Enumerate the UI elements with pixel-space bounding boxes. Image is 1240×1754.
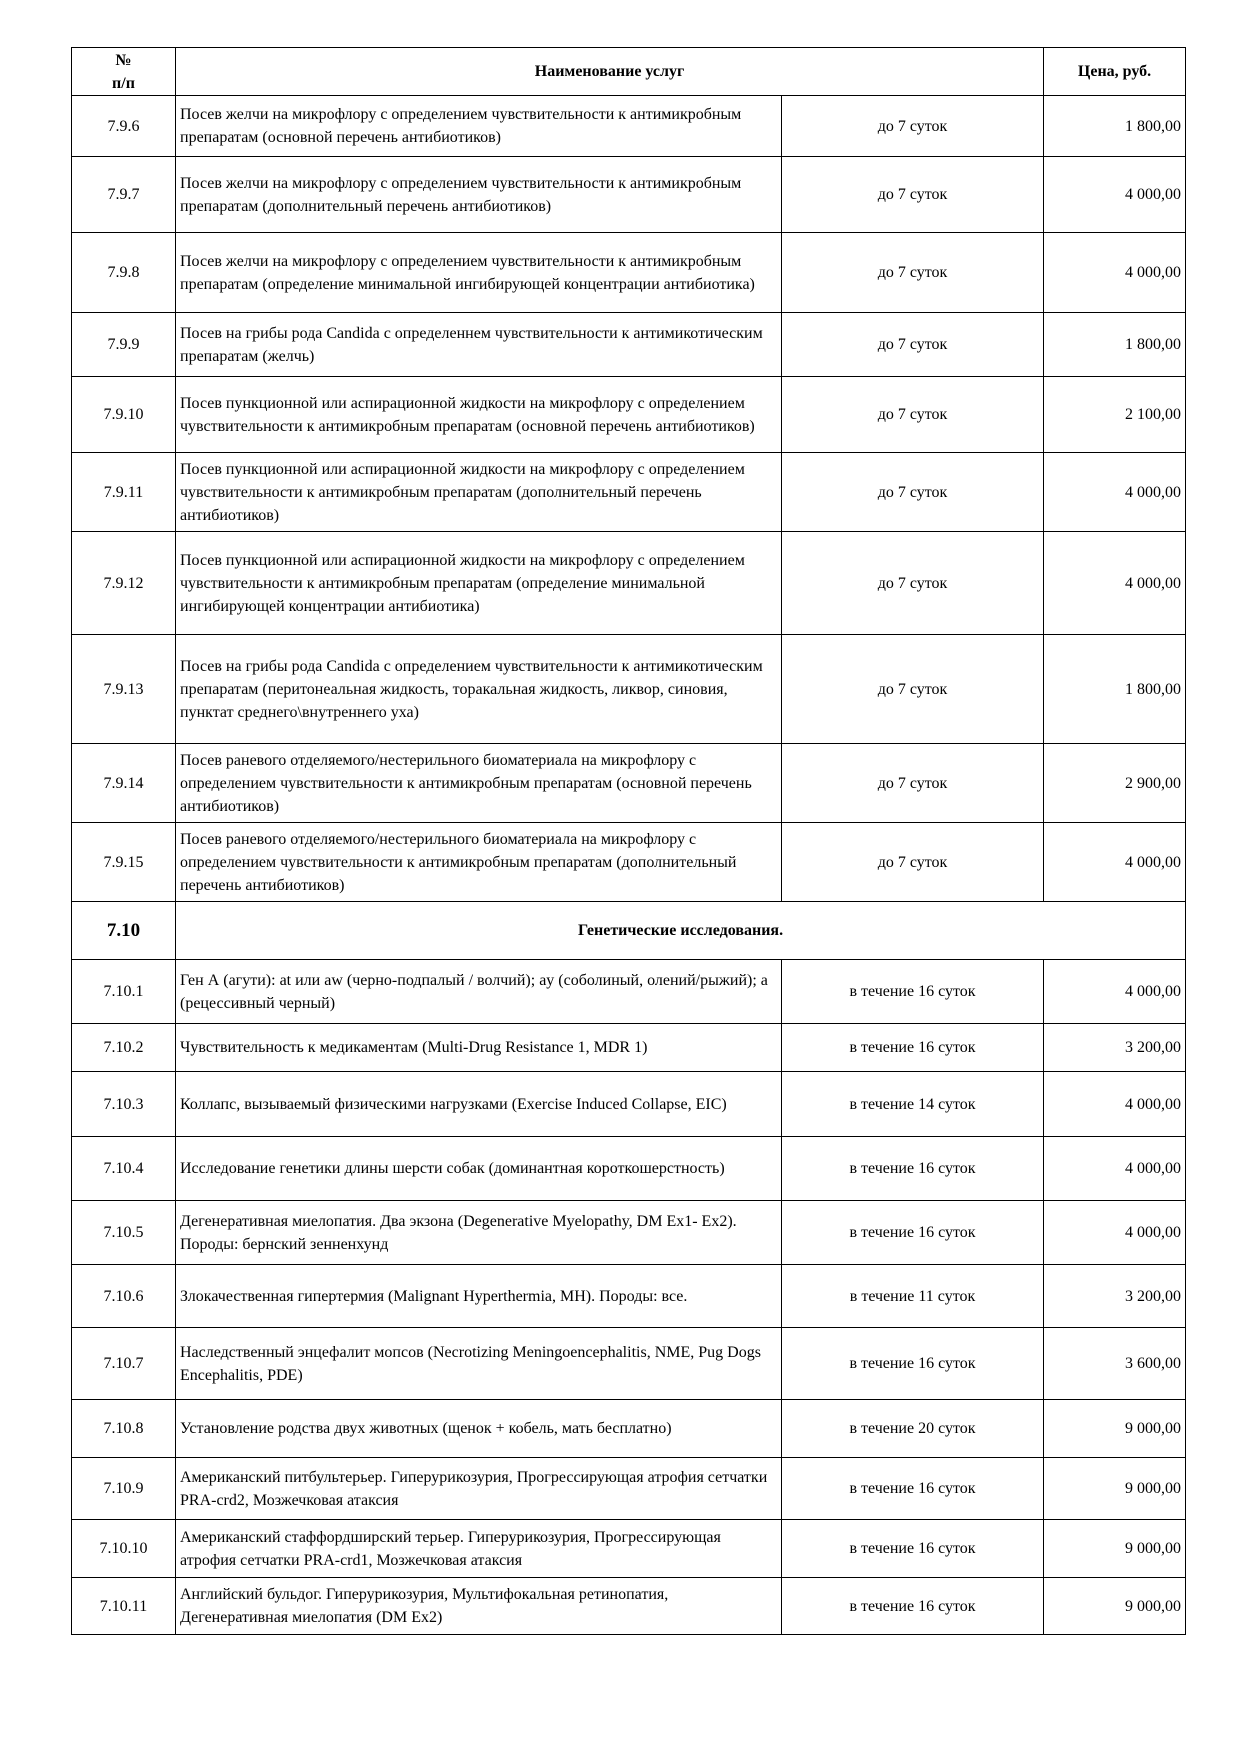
row-number: 7.9.12: [72, 532, 176, 635]
table-row: [72, 1400, 1186, 1458]
row-price: 4 000,00: [1044, 157, 1186, 233]
row-number: 7.10.6: [72, 1265, 176, 1328]
table-row: [72, 744, 1186, 823]
row-term: до 7 суток: [782, 313, 1044, 377]
row-service-name: Английский бульдог. Гиперурикозурия, Мультифокальная ретинопатия, Дегенеративная миелопатия (DM Ex2): [176, 1578, 782, 1635]
row-service-name: Ген А (агути): at или aw (черно-подпалый / волчий); ay (соболиный, олений/рыжий); a (рецессивный черный): [176, 960, 782, 1024]
row-number: 7.9.14: [72, 744, 176, 823]
row-service-name: Американский питбультерьер. Гиперурикозурия, Прогрессирующая атрофия сетчатки PRA-crd2, Мозжечковая атаксия: [176, 1458, 782, 1520]
header-number-line1: №: [115, 51, 132, 69]
row-price: 4 000,00: [1044, 1137, 1186, 1201]
row-term: в течение 16 суток: [782, 1458, 1044, 1520]
row-term: до 7 суток: [782, 453, 1044, 532]
row-price: 2 900,00: [1044, 744, 1186, 823]
row-service-name: Наследственный энцефалит мопсов (Necrotizing Meningoencephalitis, NME, Pug Dogs Encephalitis, PDE): [176, 1328, 782, 1400]
row-term: в течение 20 суток: [782, 1400, 1044, 1458]
table-row: [72, 1458, 1186, 1520]
row-price: 3 200,00: [1044, 1024, 1186, 1072]
row-number: 7.9.11: [72, 453, 176, 532]
row-price: 1 800,00: [1044, 96, 1186, 157]
row-service-name: Посев желчи на микрофлору с определением чувствительности к антимикробным препаратам (дополнительный перечень антибиотиков): [176, 157, 782, 233]
header-service-name: Наименование услуг: [176, 48, 1044, 96]
section-number: 7.10: [72, 902, 176, 960]
table-row: [72, 157, 1186, 233]
row-service-name: Посев пункционной или аспирационной жидкости на микрофлору с определением чувствительности к антимикробным препаратам (определение минимальной ингибирующей концентрации антибиотика): [176, 532, 782, 635]
row-number: 7.10.4: [72, 1137, 176, 1201]
section-title: Генетические исследования.: [176, 902, 1186, 960]
row-term: до 7 суток: [782, 532, 1044, 635]
row-service-name: Чувствительность к медикаментам (Multi-Drug Resistance 1, MDR 1): [176, 1024, 782, 1072]
table-row: [72, 1328, 1186, 1400]
table-header-row: [72, 48, 1186, 96]
row-number: 7.9.9: [72, 313, 176, 377]
table-row: [72, 1137, 1186, 1201]
row-term: в течение 16 суток: [782, 1201, 1044, 1265]
row-number: 7.9.6: [72, 96, 176, 157]
row-term: до 7 суток: [782, 823, 1044, 902]
row-service-name: Посев желчи на микрофлору с определением чувствительности к антимикробным препаратам (основной перечень антибиотиков): [176, 96, 782, 157]
row-price: 4 000,00: [1044, 1072, 1186, 1137]
row-number: 7.10.2: [72, 1024, 176, 1072]
row-term: в течение 16 суток: [782, 1137, 1044, 1201]
row-term: в течение 11 суток: [782, 1265, 1044, 1328]
row-number: 7.10.3: [72, 1072, 176, 1137]
row-term: до 7 суток: [782, 377, 1044, 453]
table-row: [72, 233, 1186, 313]
row-term: в течение 16 суток: [782, 1520, 1044, 1578]
table-row: [72, 1072, 1186, 1137]
header-price: Цена, руб.: [1044, 48, 1186, 96]
row-price: 4 000,00: [1044, 1201, 1186, 1265]
row-price: 9 000,00: [1044, 1520, 1186, 1578]
table-row: [72, 1024, 1186, 1072]
row-price: 4 000,00: [1044, 823, 1186, 902]
row-price: 4 000,00: [1044, 233, 1186, 313]
row-price: 9 000,00: [1044, 1400, 1186, 1458]
table-row: [72, 377, 1186, 453]
row-service-name: Посев на грибы рода Candida с определеннем чувствительности к антимикотическим препаратам (желчь): [176, 313, 782, 377]
row-number: 7.9.15: [72, 823, 176, 902]
row-number: 7.10.9: [72, 1458, 176, 1520]
row-service-name: Американский стаффордширский терьер. Гиперурикозурия, Прогрессирующая атрофия сетчатки PRA-crd1, Мозжечковая атаксия: [176, 1520, 782, 1578]
table-row: [72, 96, 1186, 157]
row-term: в течение 16 суток: [782, 1328, 1044, 1400]
row-term: в течение 14 суток: [782, 1072, 1044, 1137]
row-service-name: Посев раневого отделяемого/нестерильного биоматериала на микрофлору с определением чувствительности к антимикробным препаратам (основной перечень антибиотиков): [176, 744, 782, 823]
table-row: [72, 313, 1186, 377]
row-number: 7.10.8: [72, 1400, 176, 1458]
row-service-name: Коллапс, вызываемый физическими нагрузками (Exercise Induced Collapse, EIC): [176, 1072, 782, 1137]
price-table: [71, 47, 1186, 1635]
table-row: [72, 453, 1186, 532]
row-service-name: Злокачественная гипертермия (Malignant Hyperthermia, MH). Породы: все.: [176, 1265, 782, 1328]
row-service-name: Посев пункционной или аспирационной жидкости на микрофлору с определением чувствительности к антимикробным препаратам (основной перечень антибиотиков): [176, 377, 782, 453]
row-price: 1 800,00: [1044, 313, 1186, 377]
row-number: 7.9.13: [72, 635, 176, 744]
row-number: 7.10.10: [72, 1520, 176, 1578]
section-row: [72, 902, 1186, 960]
table-row: [72, 1520, 1186, 1578]
row-price: 4 000,00: [1044, 453, 1186, 532]
row-term: до 7 суток: [782, 635, 1044, 744]
row-price: 4 000,00: [1044, 532, 1186, 635]
header-number: [72, 48, 176, 96]
row-price: 3 600,00: [1044, 1328, 1186, 1400]
row-service-name: Дегенеративная миелопатия. Два экзона (Degenerative Myelopathy, DM Ex1- Ex2). Породы: бернский зенненхунд: [176, 1201, 782, 1265]
row-number: 7.9.8: [72, 233, 176, 313]
row-price: 9 000,00: [1044, 1578, 1186, 1635]
row-service-name: Установление родства двух животных (щенок + кобель, мать бесплатно): [176, 1400, 782, 1458]
row-term: в течение 16 суток: [782, 1024, 1044, 1072]
row-price: 3 200,00: [1044, 1265, 1186, 1328]
row-service-name: Посев пункционной или аспирационной жидкости на микрофлору с определением чувствительности к антимикробным препаратам (дополнительный перечень антибиотиков): [176, 453, 782, 532]
table-row: [72, 1201, 1186, 1265]
row-number: 7.10.7: [72, 1328, 176, 1400]
row-service-name: Посев на грибы рода Candida с определением чувствительности к антимикотическим препаратам (перитонеальная жидкость, торакальная жидкость, ликвор, синовия, пунктат среднего\внутреннего уха): [176, 635, 782, 744]
row-number: 7.10.1: [72, 960, 176, 1024]
row-term: в течение 16 суток: [782, 960, 1044, 1024]
row-number: 7.10.5: [72, 1201, 176, 1265]
row-number: 7.10.11: [72, 1578, 176, 1635]
row-term: в течение 16 суток: [782, 1578, 1044, 1635]
table-row: [72, 1578, 1186, 1635]
row-price: 1 800,00: [1044, 635, 1186, 744]
row-term: до 7 суток: [782, 157, 1044, 233]
row-term: до 7 суток: [782, 744, 1044, 823]
header-number-line2: п/п: [112, 74, 135, 92]
row-service-name: Посев раневого отделяемого/нестерильного биоматериала на микрофлору с определением чувствительности к антимикробным препаратам (дополнительный перечень антибиотиков): [176, 823, 782, 902]
table-row: [72, 960, 1186, 1024]
table-row: [72, 823, 1186, 902]
row-number: 7.9.10: [72, 377, 176, 453]
row-number: 7.9.7: [72, 157, 176, 233]
row-price: 2 100,00: [1044, 377, 1186, 453]
row-price: 9 000,00: [1044, 1458, 1186, 1520]
table-row: [72, 635, 1186, 744]
row-service-name: Посев желчи на микрофлору с определением чувствительности к антимикробным препаратам (определение минимальной ингибирующей концентрации антибиотика): [176, 233, 782, 313]
row-term: до 7 суток: [782, 96, 1044, 157]
table-row: [72, 532, 1186, 635]
row-price: 4 000,00: [1044, 960, 1186, 1024]
table-row: [72, 1265, 1186, 1328]
row-term: до 7 суток: [782, 233, 1044, 313]
row-service-name: Исследование генетики длины шерсти собак (доминантная короткошерстность): [176, 1137, 782, 1201]
